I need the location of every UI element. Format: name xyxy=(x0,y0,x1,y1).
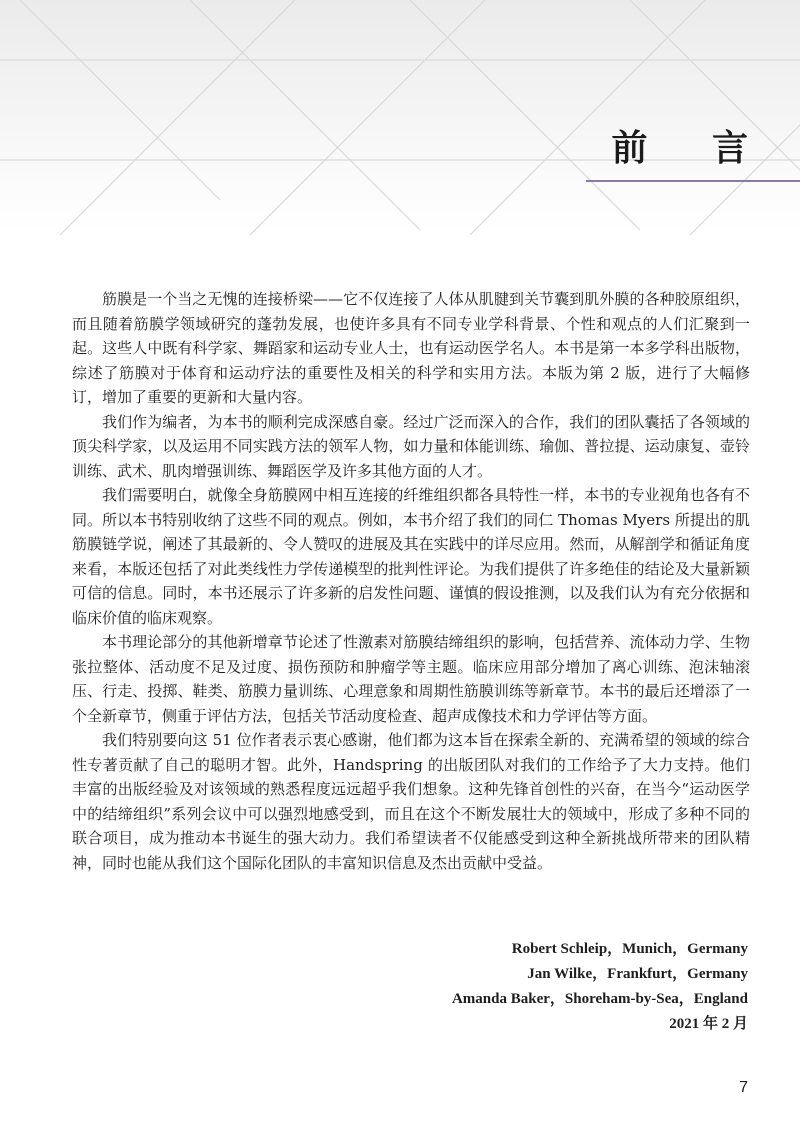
page-number: 7 xyxy=(739,1079,748,1096)
preface-body xyxy=(72,287,750,875)
geometric-pattern xyxy=(0,0,800,235)
paragraph: 我们特别要向这 51 位作者表示衷心感谢，他们都为这本旨在探索全新的、充满希望的领域的综合性专著贡献了自己的聪明才智。此外，Handspring 的出版团队对我们的工作给予了大力支持。他们丰富的出版经验及对该领域的熟悉程度远远超乎我们想象。这种先锋首创性的兴奋，在当今“运动医学中的结缔组织”系列会议中可以强烈地感受到，而且在这个不断发展壮大的领域中，形成了多种不同的联合项目，成为推动本书诞生的强大动力。我们希望读者不仅能感受到这种全新挑战所带来的团队精神，同时也能从我们这个国际化团队的丰富知识信息及杰出贡献中受益。 xyxy=(72,731,750,872)
header-background xyxy=(0,0,800,235)
paragraph: 筋膜是一个当之无愧的连接桥梁——它不仅连接了人体从肌腱到关节囊到肌外膜的各种胶原组织，而且随着筋膜学领域研究的蓬勃发展，也使许多具有不同专业学科背景、个性和观点的人们汇聚到一起。这些人中既有科学家、舞蹈家和运动专业人士，也有运动医学名人。本书是第一本多学科出版物，综述了筋膜对于体育和运动疗法的重要性及相关的科学和实用方法。本版为第 2 版，进行了大幅修订，增加了重要的更新和大量内容。 xyxy=(72,290,750,406)
signature-line: Amanda Baker，Shoreham-by-Sea，England xyxy=(451,991,748,1007)
signature-line: Jan Wilke，Frankfurt，Germany xyxy=(527,966,748,982)
page-title: 前 言 xyxy=(611,128,774,169)
paragraph: 本书理论部分的其他新增章节论述了性激素对筋膜结缔组织的影响，包括营养、流体动力学、生物张拉整体、活动度不足及过度、损伤预防和肿瘤学等主题。临床应用部分增加了离心训练、泡沫轴滚压、行走、投掷、鞋类、筋膜力量训练、心理意象和周期性筋膜训练等新章节。本书的最后还增添了一个全新章节，侧重于评估方法，包括关节活动度检查、超声成像技术和力学评估等方面。 xyxy=(72,633,750,725)
signature-line: Robert Schleip，Munich，Germany xyxy=(511,941,748,957)
signature-date: 2021 年 2 月 xyxy=(669,1016,748,1032)
paragraph: 我们作为编者，为本书的顺利完成深感自豪。经过广泛而深入的合作，我们的团队囊括了各领域的顶尖科学家，以及运用不同实践方法的领军人物，如力量和体能训练、瑜伽、普拉提、运动康复、壶铃训练、武术、肌肉增强训练、舞蹈医学及许多其他方面的人才。 xyxy=(72,412,750,480)
title-underline xyxy=(586,180,800,182)
signature-block xyxy=(452,937,748,1037)
paragraph: 我们需要明白，就像全身筋膜网中相互连接的纤维组织都各具特性一样，本书的专业视角也各有不同。所以本书特别收纳了这些不同的观点。例如，本书介绍了我们的同仁 Thomas Myers 所提出的肌筋膜链学说，阐述了其最新的、令人赞叹的进展及其在实践中的详尽应用。然而，从解剖学和循证角度来看，本版还包括了对此类线性力学传递模型的批判性评论。为我们提供了许多绝佳的结论及大量新颖可信的信息。同时，本书还展示了许多新的启发性问题、谨慎的假设推测，以及我们认为有充分依据和临床价值的临床观察。 xyxy=(72,486,750,627)
